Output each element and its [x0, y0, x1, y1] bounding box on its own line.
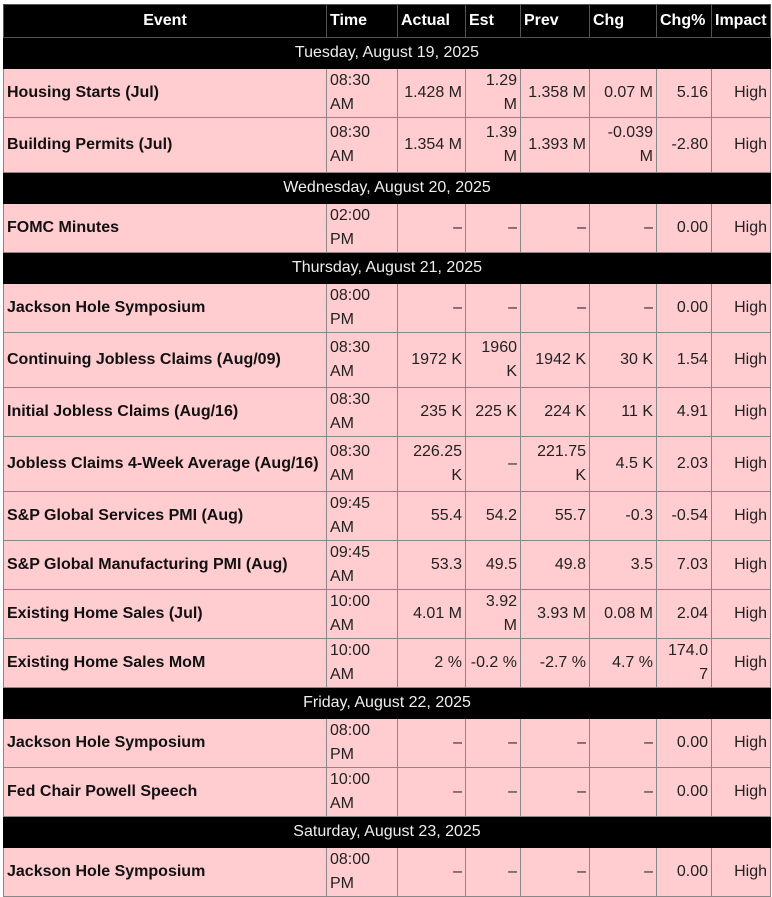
- col-header-est[interactable]: Est: [466, 5, 521, 38]
- event-time: 08:30 AM: [327, 333, 398, 388]
- actual-value: –: [398, 204, 466, 253]
- previous-value: 3.93 M: [521, 590, 590, 639]
- event-name: S&P Global Manufacturing PMI (Aug): [4, 541, 327, 590]
- actual-value: 1.354 M: [398, 118, 466, 173]
- impact-level: High: [712, 719, 771, 768]
- event-row[interactable]: [4, 69, 771, 118]
- estimate-value: 1.29 M: [466, 69, 521, 118]
- event-time: 09:45 AM: [327, 541, 398, 590]
- change-value: 11 K: [590, 388, 657, 437]
- col-header-chg-pct[interactable]: Chg%: [657, 5, 712, 38]
- event-name: S&P Global Services PMI (Aug): [4, 492, 327, 541]
- event-time: 08:30 AM: [327, 437, 398, 492]
- date-header-row: [4, 173, 771, 204]
- date-header: Thursday, August 21, 2025: [4, 253, 771, 284]
- date-header: Wednesday, August 20, 2025: [4, 173, 771, 204]
- actual-value: –: [398, 284, 466, 333]
- col-header-actual[interactable]: Actual: [398, 5, 466, 38]
- event-time: 10:00 AM: [327, 768, 398, 817]
- event-name: Housing Starts (Jul): [4, 69, 327, 118]
- estimate-value: 49.5: [466, 541, 521, 590]
- event-row[interactable]: [4, 768, 771, 817]
- change-value: –: [590, 719, 657, 768]
- date-header-row: [4, 688, 771, 719]
- actual-value: 53.3: [398, 541, 466, 590]
- actual-value: –: [398, 719, 466, 768]
- date-header: Friday, August 22, 2025: [4, 688, 771, 719]
- calendar-body: [4, 38, 771, 897]
- change-value: –: [590, 284, 657, 333]
- event-time: 09:45 AM: [327, 492, 398, 541]
- event-name: Existing Home Sales MoM: [4, 639, 327, 688]
- col-header-event[interactable]: Event: [4, 5, 327, 38]
- actual-value: –: [398, 768, 466, 817]
- economic-calendar: [3, 4, 770, 897]
- actual-value: 1.428 M: [398, 69, 466, 118]
- change-percent: 0.00: [657, 768, 712, 817]
- event-name: Building Permits (Jul): [4, 118, 327, 173]
- change-value: 3.5: [590, 541, 657, 590]
- impact-level: High: [712, 333, 771, 388]
- event-row[interactable]: [4, 118, 771, 173]
- estimate-value: –: [466, 719, 521, 768]
- estimate-value: -0.2 %: [466, 639, 521, 688]
- impact-level: High: [712, 590, 771, 639]
- previous-value: 221.75 K: [521, 437, 590, 492]
- impact-level: High: [712, 69, 771, 118]
- previous-value: –: [521, 719, 590, 768]
- event-time: 10:00 AM: [327, 590, 398, 639]
- change-value: 0.07 M: [590, 69, 657, 118]
- change-percent: 7.03: [657, 541, 712, 590]
- change-value: -0.3: [590, 492, 657, 541]
- estimate-value: 54.2: [466, 492, 521, 541]
- impact-level: High: [712, 639, 771, 688]
- event-row[interactable]: [4, 541, 771, 590]
- date-header: Tuesday, August 19, 2025: [4, 38, 771, 69]
- impact-level: High: [712, 848, 771, 897]
- actual-value: 2 %: [398, 639, 466, 688]
- change-percent: -0.54: [657, 492, 712, 541]
- estimate-value: –: [466, 284, 521, 333]
- event-row[interactable]: [4, 204, 771, 253]
- event-name: Fed Chair Powell Speech: [4, 768, 327, 817]
- change-percent: 2.04: [657, 590, 712, 639]
- change-percent: 0.00: [657, 284, 712, 333]
- change-percent: -2.80: [657, 118, 712, 173]
- previous-value: -2.7 %: [521, 639, 590, 688]
- date-header-row: [4, 817, 771, 848]
- impact-level: High: [712, 204, 771, 253]
- estimate-value: –: [466, 768, 521, 817]
- event-name: Jackson Hole Symposium: [4, 848, 327, 897]
- change-value: –: [590, 848, 657, 897]
- previous-value: 55.7: [521, 492, 590, 541]
- event-name: Jackson Hole Symposium: [4, 284, 327, 333]
- change-value: –: [590, 204, 657, 253]
- date-header: Saturday, August 23, 2025: [4, 817, 771, 848]
- event-time: 08:00 PM: [327, 719, 398, 768]
- previous-value: –: [521, 204, 590, 253]
- previous-value: 1942 K: [521, 333, 590, 388]
- event-row[interactable]: [4, 590, 771, 639]
- estimate-value: 1960 K: [466, 333, 521, 388]
- date-header-row: [4, 253, 771, 284]
- col-header-time[interactable]: Time: [327, 5, 398, 38]
- estimate-value: 1.39 M: [466, 118, 521, 173]
- change-percent: 0.00: [657, 848, 712, 897]
- event-time: 08:30 AM: [327, 388, 398, 437]
- event-row[interactable]: [4, 639, 771, 688]
- actual-value: 55.4: [398, 492, 466, 541]
- previous-value: –: [521, 768, 590, 817]
- impact-level: High: [712, 388, 771, 437]
- change-value: 0.08 M: [590, 590, 657, 639]
- estimate-value: –: [466, 204, 521, 253]
- event-row[interactable]: [4, 333, 771, 388]
- change-value: 4.7 %: [590, 639, 657, 688]
- previous-value: 1.358 M: [521, 69, 590, 118]
- impact-level: High: [712, 284, 771, 333]
- change-value: 30 K: [590, 333, 657, 388]
- change-percent: 4.91: [657, 388, 712, 437]
- event-name: Jobless Claims 4-Week Average (Aug/16): [4, 437, 327, 492]
- change-percent: 0.00: [657, 204, 712, 253]
- impact-level: High: [712, 437, 771, 492]
- col-header-impact[interactable]: Impact: [712, 5, 771, 38]
- event-name: Initial Jobless Claims (Aug/16): [4, 388, 327, 437]
- estimate-value: 225 K: [466, 388, 521, 437]
- impact-level: High: [712, 118, 771, 173]
- header-row: [4, 5, 771, 38]
- col-header-prev[interactable]: Prev: [521, 5, 590, 38]
- impact-level: High: [712, 541, 771, 590]
- event-row[interactable]: [4, 437, 771, 492]
- event-name: Continuing Jobless Claims (Aug/09): [4, 333, 327, 388]
- estimate-value: 3.92 M: [466, 590, 521, 639]
- event-name: FOMC Minutes: [4, 204, 327, 253]
- actual-value: 4.01 M: [398, 590, 466, 639]
- change-percent: 2.03: [657, 437, 712, 492]
- change-percent: 5.16: [657, 69, 712, 118]
- change-percent: 174.07: [657, 639, 712, 688]
- actual-value: 235 K: [398, 388, 466, 437]
- event-row[interactable]: [4, 492, 771, 541]
- change-percent: 1.54: [657, 333, 712, 388]
- event-time: 02:00 PM: [327, 204, 398, 253]
- event-row[interactable]: [4, 848, 771, 897]
- impact-level: High: [712, 492, 771, 541]
- previous-value: –: [521, 848, 590, 897]
- event-row[interactable]: [4, 284, 771, 333]
- previous-value: 1.393 M: [521, 118, 590, 173]
- date-header-row: [4, 38, 771, 69]
- event-time: 08:00 PM: [327, 848, 398, 897]
- previous-value: 224 K: [521, 388, 590, 437]
- impact-level: High: [712, 768, 771, 817]
- event-time: 10:00 AM: [327, 639, 398, 688]
- change-value: -0.039 M: [590, 118, 657, 173]
- calendar-table: [3, 4, 771, 897]
- event-time: 08:30 AM: [327, 69, 398, 118]
- event-time: 08:00 PM: [327, 284, 398, 333]
- estimate-value: –: [466, 848, 521, 897]
- previous-value: –: [521, 284, 590, 333]
- event-row[interactable]: [4, 719, 771, 768]
- event-name: Existing Home Sales (Jul): [4, 590, 327, 639]
- actual-value: 1972 K: [398, 333, 466, 388]
- previous-value: 49.8: [521, 541, 590, 590]
- actual-value: –: [398, 848, 466, 897]
- actual-value: 226.25 K: [398, 437, 466, 492]
- event-row[interactable]: [4, 388, 771, 437]
- change-percent: 0.00: [657, 719, 712, 768]
- change-value: –: [590, 768, 657, 817]
- change-value: 4.5 K: [590, 437, 657, 492]
- estimate-value: –: [466, 437, 521, 492]
- event-time: 08:30 AM: [327, 118, 398, 173]
- event-name: Jackson Hole Symposium: [4, 719, 327, 768]
- col-header-chg[interactable]: Chg: [590, 5, 657, 38]
